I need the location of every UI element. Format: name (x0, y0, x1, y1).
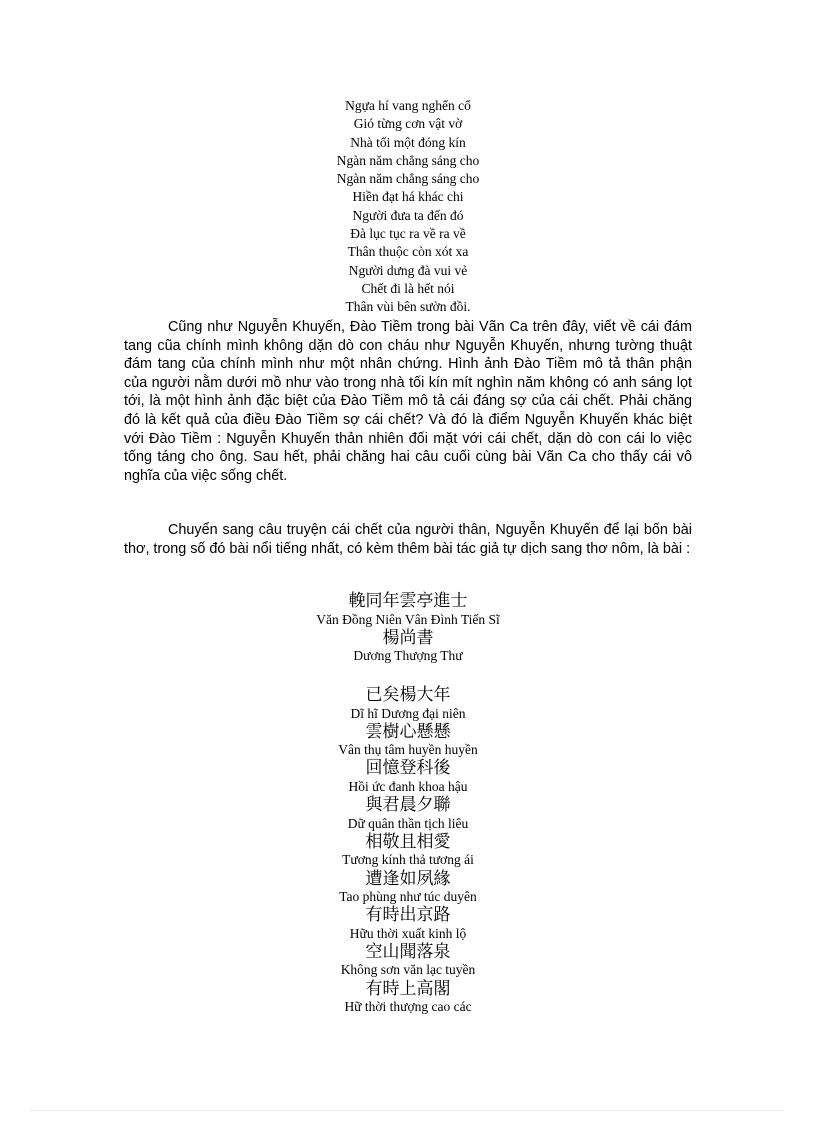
stanza-viet-line: Hữu thời xuất kinh lộ (349, 925, 467, 941)
stanza-viet-line: Dữ quân thần tịch liêu (347, 815, 469, 831)
title-viet-line-1: Văn Đồng Niên Vân Đình Tiến Sĩ (316, 611, 500, 627)
poem-line: Ngàn năm chẳng sáng cho (336, 152, 480, 168)
page-bottom-divider (30, 1110, 786, 1111)
stanza-han-line: 遭逢如夙緣 (365, 868, 451, 889)
poem-line: Thân vùi bên sườn đồi. (345, 299, 471, 315)
title-han-line-2: 楊尚書 (382, 627, 434, 648)
stanza-han-line: 有時出京路 (365, 905, 451, 926)
poem-stanza (0, 686, 816, 1016)
stanza-han-line: 回憶登科後 (365, 758, 451, 779)
stanza-han-line: 已矣楊大年 (365, 685, 451, 705)
van-ca-poem (0, 97, 816, 317)
stanza-viet-line: Dĩ hĩ Dương đại niên (350, 705, 466, 721)
poem-line: Ngựa hí vang nghển cổ (345, 98, 471, 113)
stanza-han-line: 相敬且相愛 (365, 831, 451, 852)
poem-line: Nhà tối một đóng kín (350, 134, 466, 150)
poem-line: Người dưng đà vui vẻ (348, 262, 468, 278)
stanza-han-line: 有時上高閣 (365, 978, 451, 999)
stanza-viet-line: Hồi ức đanh khoa hậu (348, 778, 468, 794)
title-viet-line-2: Dương Thượng Thư (353, 648, 463, 664)
poem-line: Chết đi là hết nói (361, 280, 455, 296)
poem-title-block (0, 592, 816, 665)
stanza-viet-line: Tao phùng như túc duyên (339, 889, 477, 905)
poem-line: Thân thuộc còn xót xa (347, 244, 469, 260)
stanza-viet-line: Vân thụ tâm huyền huyền (338, 742, 478, 758)
stanza-viet-line: Không sơn văn lạc tuyền (340, 962, 476, 978)
poem-line: Ngàn năm chẳng sáng cho (336, 171, 480, 187)
poem-line: Người đưa ta đến đó (352, 207, 464, 223)
title-han-line-1: 輓同年雲亭進士 (348, 591, 468, 611)
poem-line: Hiền đạt há khác chi (352, 189, 464, 205)
body-paragraph-1: Cũng như Nguyễn Khuyến, Đào Tiềm trong bài Vãn Ca trên đây, viết về cái đám tang cũa chính mình không dặn dò con cháu như Nguyễn Khuyến, nhưng tường thuật đám tang của chính mình như một nhân chứng. Hình ảnh Đào Tiềm mô tả thân phận của người nằm dưới mồ như vào trong nhà tối kín mít nghìn năm không có anh sáng lọt tới, là một hình ảnh đặc biệt của Đào Tiềm mô tả cái đáng sợ của cái chết. Phải chăng đó là kết quả của điều Đào Tiềm sợ cái chết? Và đó là điểm Nguyễn Khuyến khác biệt với Đào Tiềm : Nguyễn Khuyến thản nhiên đối mặt với cái chết, dặn dò con cái lo việc tống táng cho ông. Sau hết, phải chăng hai câu cuối cùng bài Vãn Ca cho thấy cái vô nghĩa của việc sống chết. (124, 319, 692, 484)
stanza-han-line: 雲樹心懸懸 (365, 721, 451, 742)
stanza-han-line: 與君晨夕聯 (365, 795, 451, 816)
poem-line: Đà lục tục ra về ra về (350, 226, 466, 242)
stanza-han-line: 空山聞落泉 (365, 941, 451, 962)
stanza-viet-line: Hữ thời thượng cao các (344, 999, 472, 1015)
poem-line: Gió từng cơn vật vờ (353, 116, 463, 132)
body-paragraph-2: Chuyển sang câu truyện cái chết của người thân, Nguyễn Khuyến để lại bốn bài thơ, trong số đó bài nổi tiếng nhất, có kèm thêm bài tác giả tự dịch sang thơ nôm, là bài : (124, 522, 692, 557)
stanza-viet-line: Tương kính thả tương ái (342, 852, 474, 868)
